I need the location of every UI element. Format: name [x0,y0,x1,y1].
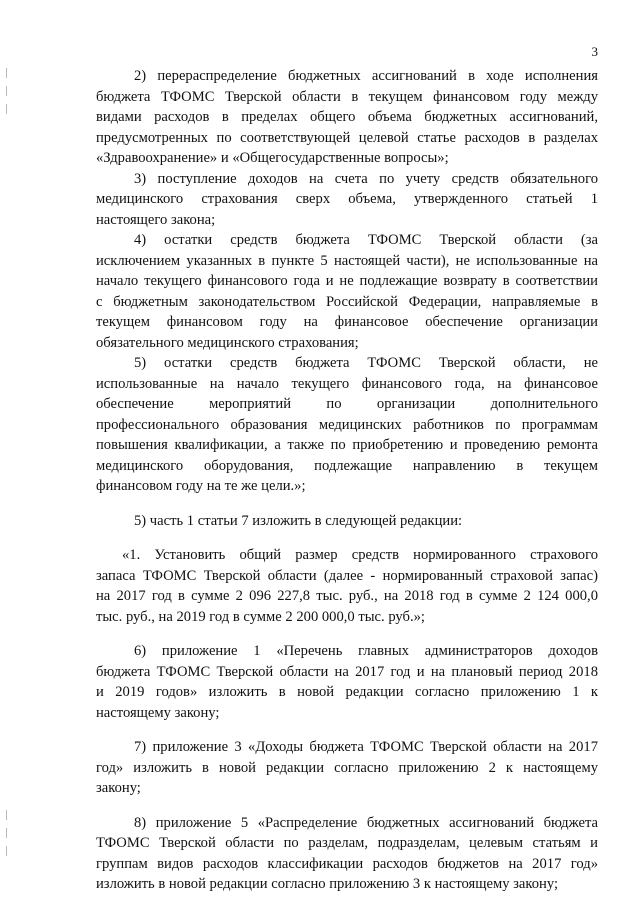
page-number: 3 [591,44,598,59]
paragraph-amendment-7 [96,737,598,799]
text-line: медицинского оборудования, подлежащие направлению в текущем [96,457,598,474]
text-line: использованные на начало текущего финансового года, на финансовое [96,375,598,392]
text-line: обязательного медицинского страхования; [96,334,359,351]
text-line: изложить в новой редакции согласно приложению 3 к настоящему закону; [96,876,559,892]
paragraph-item-3 [96,169,598,231]
paragraph-item-2 [96,66,598,169]
text-line: предусмотренных по соответствующей целевой статье расходов в разделах [96,129,598,146]
paragraph-item-4 [96,230,598,353]
text-line: группам видов расходов классификации расходов бюджетов на 2017 год» [96,855,598,872]
text-line: 2) перераспределение бюджетных ассигнований в ходе исполнения [134,68,598,84]
text-line: год» изложить в новой редакции согласно приложению 2 к настоящему [96,759,598,776]
text-line: настоящего закона; [96,211,216,228]
text-line: исключением указанных в пункте 5 настоящей части), не использованные на [96,252,598,269]
text-line: с бюджетным законодательством Российской Федерации, направляемые в [96,293,598,310]
paragraph-amendment-8 [96,813,598,895]
text-line: обеспечение мероприятий по организации дополнительного [96,396,598,412]
document-body [96,66,598,895]
paragraph-amendment-6 [96,641,598,723]
text-line: видами расходов в пределах общего объема бюджетных ассигнований, [96,109,598,125]
paragraph-item-5 [96,353,598,497]
text-line: 3) поступление доходов на счета по учету средств обязательного [134,170,598,187]
margin-mark [6,828,7,838]
text-line: тыс. руб., на 2019 год в сумме 2 200 000,0 тыс. руб.»; [96,608,425,625]
text-line: на 2017 год в сумме 2 096 227,8 тыс. руб., на 2018 год в сумме 2 124 000,0 [96,588,598,604]
text-line: профессионального образования медицинских работников по программам [96,416,598,433]
text-line: 8) приложение 5 «Распределение бюджетных ассигнований бюджета [134,814,598,831]
text-line: 5) часть 1 статьи 7 изложить в следующей редакции: [134,512,463,529]
margin-mark [6,86,7,96]
text-line: повышения квалификации, а также по приобретению и проведению ремонта [96,437,598,453]
text-line: 5) остатки средств бюджета ТФОМС Тверской области, не [134,355,598,371]
left-margin-marks [6,0,10,905]
text-line: и 2019 годов» изложить в новой редакции согласно приложению 1 к [96,684,598,700]
text-line: медицинского страхования сверх объема, утвержденного статьей 1 [96,191,598,207]
text-line: бюджета ТФОМС Тверской области в текущем финансовом году между [96,88,598,105]
text-line: настоящему закону; [96,704,220,721]
text-line: начало текущего финансового года и не подлежащие возврату в соответствии [96,273,598,289]
margin-mark [6,104,7,114]
text-line: «Здравоохранение» и «Общегосударственные вопросы»; [96,150,449,166]
text-line: бюджета ТФОМС Тверской области на 2017 год и на плановый период 2018 [96,663,598,680]
text-line: закону; [96,780,141,796]
paragraph-amendment-5-text [96,545,598,627]
text-line: 6) приложение 1 «Перечень главных администраторов доходов [134,643,598,659]
text-line: 4) остатки средств бюджета ТФОМС Тверской области (за [134,232,598,248]
margin-mark [6,68,7,78]
text-line: 7) приложение 3 «Доходы бюджета ТФОМС Тверской области на 2017 [134,739,598,755]
paragraph-amendment-5 [96,511,598,532]
text-line: ТФОМС Тверской области по разделам, подразделам, целевым статьям и [96,835,598,851]
text-line: «1. Установить общий размер средств нормированного страхового [122,547,598,563]
margin-mark [6,810,7,820]
text-line: запаса ТФОМС Тверской области (далее - нормированный страховой запас) [96,567,598,584]
text-line: финансовом году на те же цели.»; [96,478,306,494]
text-line: текущем финансовом году на финансовое обеспечение организации [96,314,598,330]
margin-mark [6,846,7,856]
